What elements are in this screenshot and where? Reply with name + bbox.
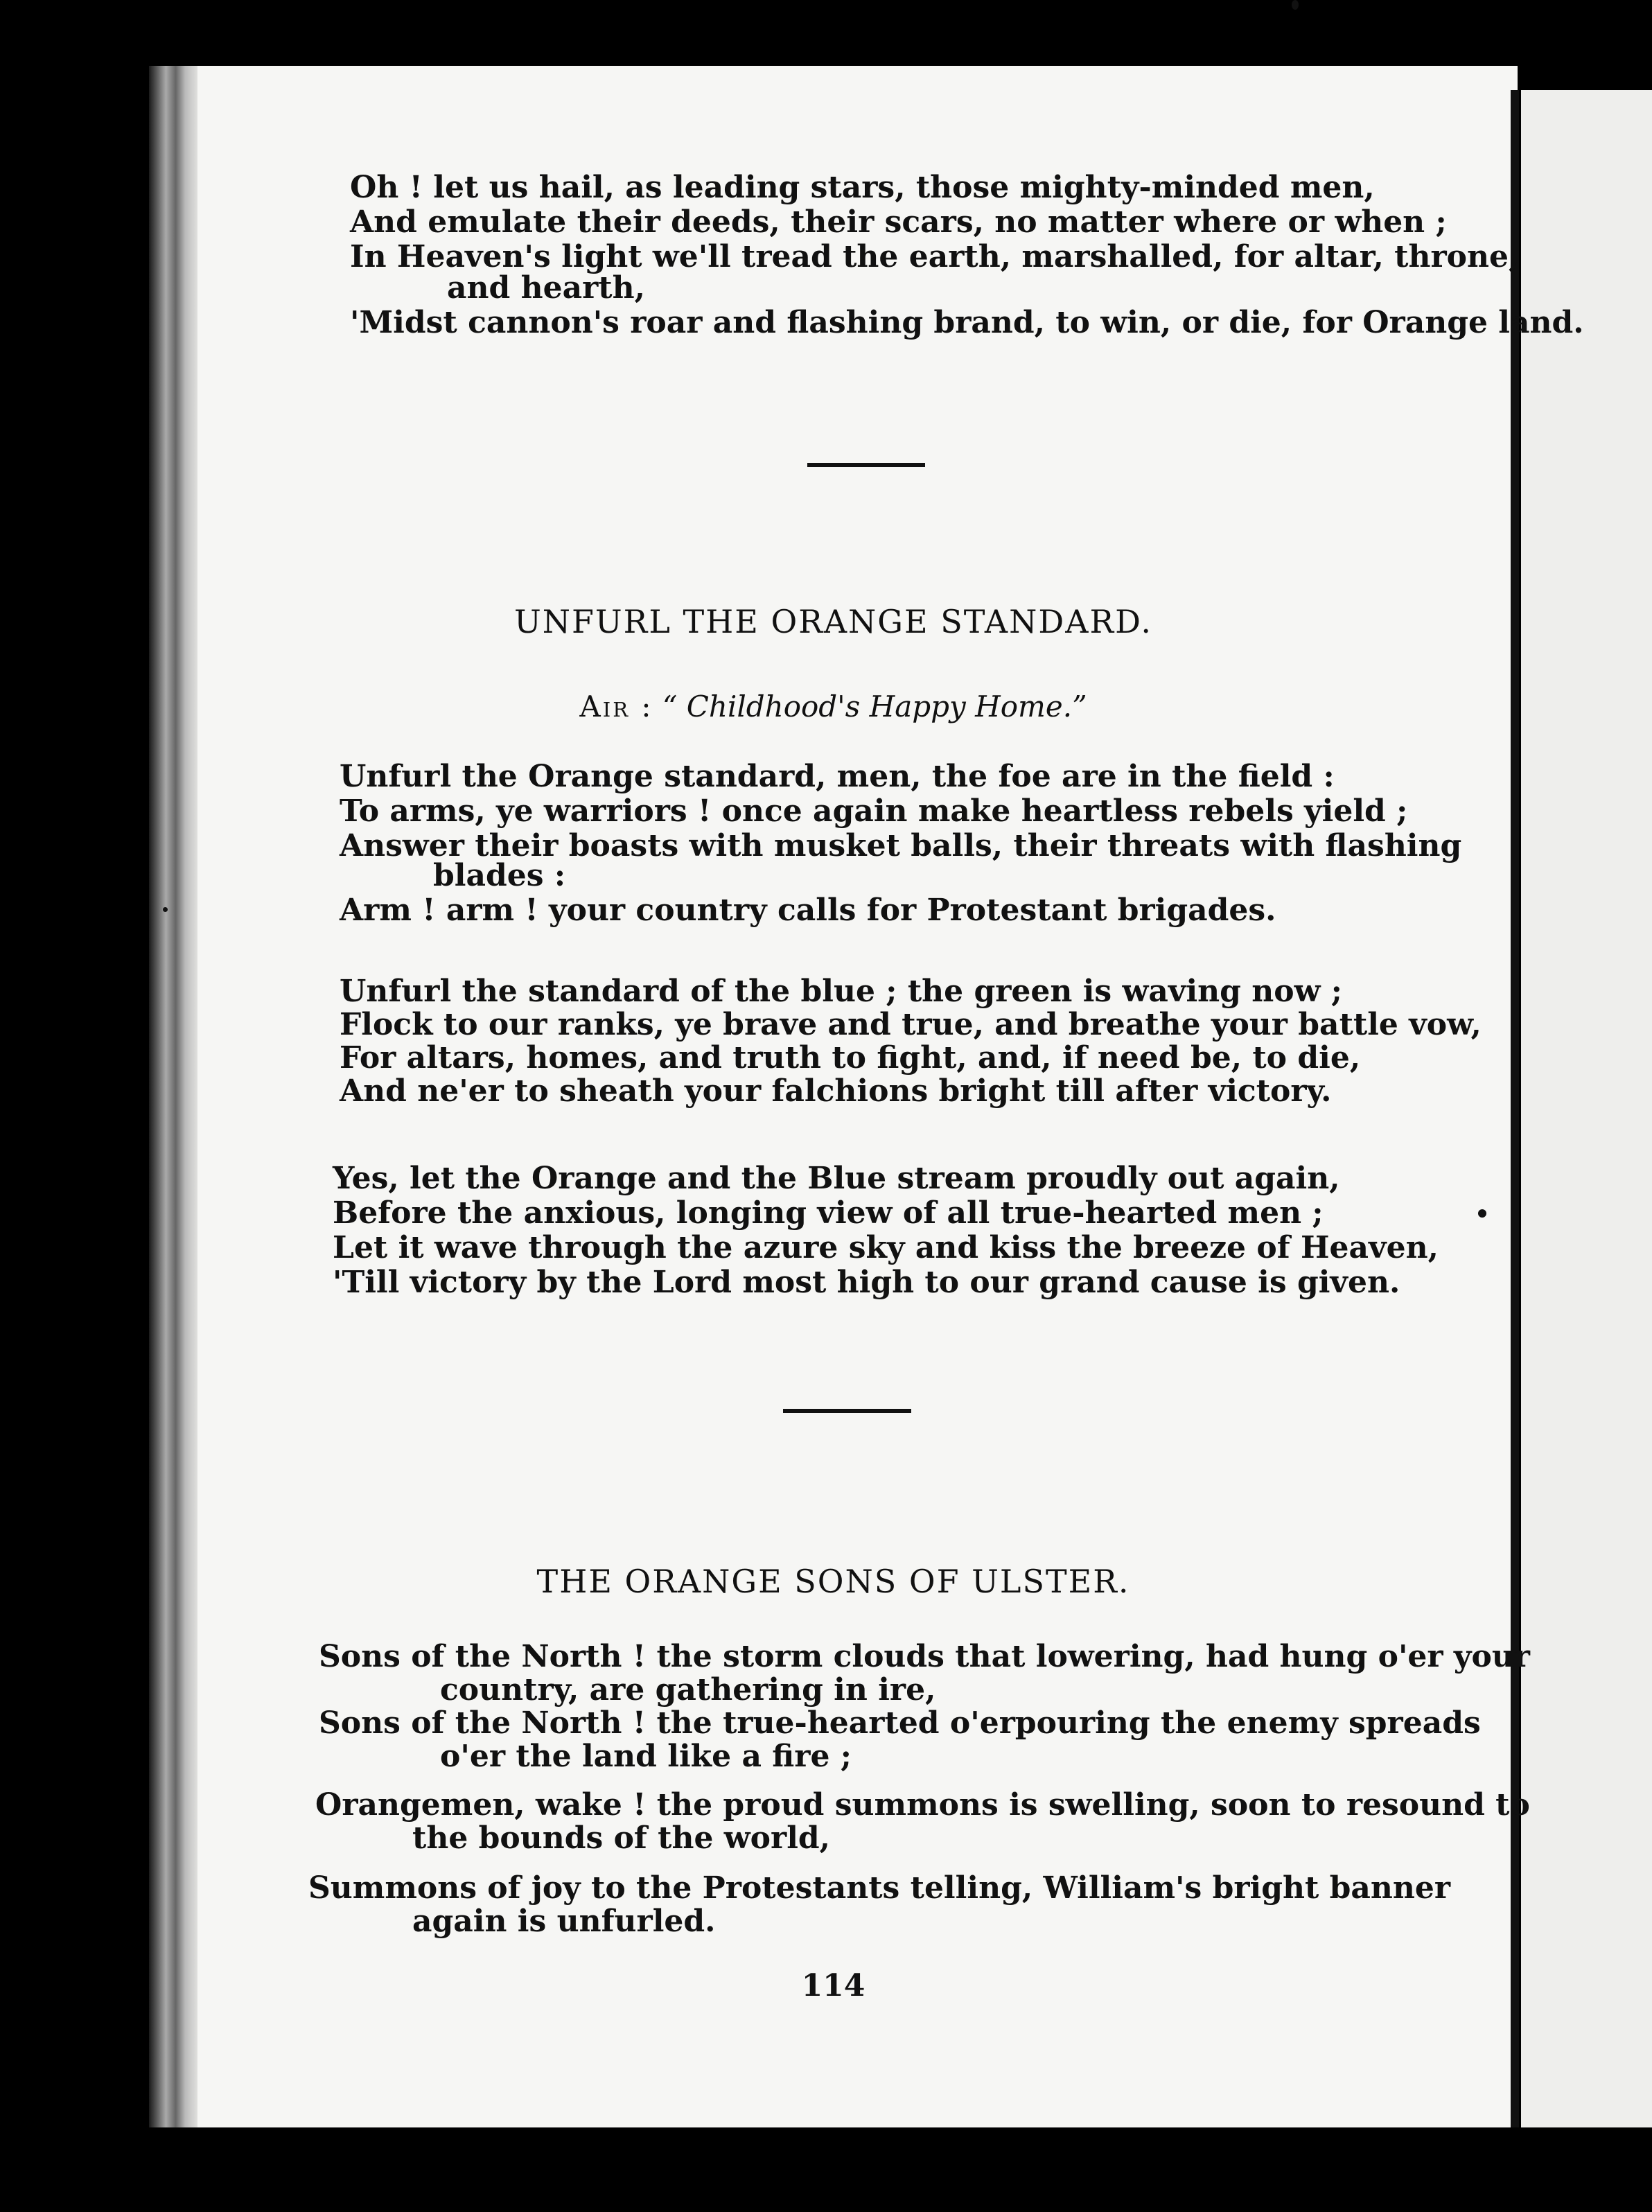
poem1-line-2: And emulate their deeds, their scars, no matter where or when ;	[350, 204, 1447, 240]
song-title: UNFURL THE ORANGE STANDARD.	[513, 603, 1152, 640]
poem1-line-5: 'Midst cannon's roar and flashing brand, to win, or die, for Orange land.	[350, 305, 1584, 340]
air-tune: “ Childhood's Happy Home.”	[662, 690, 1087, 723]
section-divider	[783, 1409, 911, 1413]
stanza1-line-2: To arms, ye warriors ! once again make heartless rebels yield ;	[340, 793, 1408, 829]
stanza3-line-4: 'Till victory by the Lord most high to our grand cause is given.	[333, 1265, 1400, 1300]
song3-line-1: Sons of the North ! the storm clouds that lowering, had hung o'er your	[319, 1639, 1530, 1674]
ink-speck	[1478, 1209, 1486, 1218]
song3-line-2: country, are gathering in ire,	[440, 1672, 936, 1708]
stanza3-line-1: Yes, let the Orange and the Blue stream proudly out again,	[333, 1161, 1340, 1196]
ink-speck	[1292, 0, 1299, 10]
stanza2-line-2: Flock to our ranks, ye brave and true, and breathe your battle vow,	[340, 1007, 1482, 1042]
stanza3-line-3: Let it wave through the azure sky and kiss the breeze of Heaven,	[333, 1230, 1439, 1265]
stanza2-line-4: And ne'er to sheath your falchions bright till after victory.	[340, 1073, 1332, 1109]
poem1-line-1: Oh ! let us hail, as leading stars, those mighty-minded men,	[350, 170, 1375, 205]
song3-line-3: Sons of the North ! the true-hearted o'erpouring the enemy spreads	[319, 1705, 1481, 1741]
song-title: THE ORANGE SONS OF ULSTER.	[536, 1563, 1130, 1600]
stanza2-line-3: For altars, homes, and truth to fight, and, if need be, to die,	[340, 1040, 1361, 1076]
poem1-line-3: In Heaven's light we'll tread the earth, marshalled, for altar, throne,	[350, 239, 1520, 274]
song3-line-8: again is unfurled.	[412, 1904, 716, 1939]
stanza2-line-1: Unfurl the standard of the blue ; the green is waving now ;	[340, 974, 1343, 1009]
poem1-line-4: and hearth,	[447, 270, 645, 306]
song3-line-6: the bounds of the world,	[412, 1820, 831, 1856]
stanza1-line-4: blades :	[433, 858, 566, 893]
section-divider	[807, 463, 925, 467]
ink-speck	[163, 907, 168, 912]
page-text-area	[149, 66, 1584, 2127]
stanza1-line-5: Arm ! arm ! your country calls for Protestant brigades.	[340, 893, 1276, 928]
air-line	[149, 690, 1518, 723]
facing-page-edge	[1521, 90, 1652, 2127]
stanza3-line-2: Before the anxious, longing view of all true-hearted men ;	[333, 1195, 1324, 1231]
stanza1-line-3: Answer their boasts with musket balls, their threats with flashing	[340, 828, 1462, 863]
page-number: 114	[801, 1968, 865, 2003]
song3-line-7: Summons of joy to the Protestants telling, William's bright banner	[308, 1870, 1451, 1906]
song3-line-5: Orangemen, wake ! the proud summons is swelling, soon to resound to	[315, 1787, 1530, 1823]
song3-line-4: o'er the land like a fire ;	[440, 1739, 852, 1774]
stanza1-line-1: Unfurl the Orange standard, men, the foe are in the field :	[340, 759, 1335, 794]
air-label: Air :	[579, 690, 653, 723]
